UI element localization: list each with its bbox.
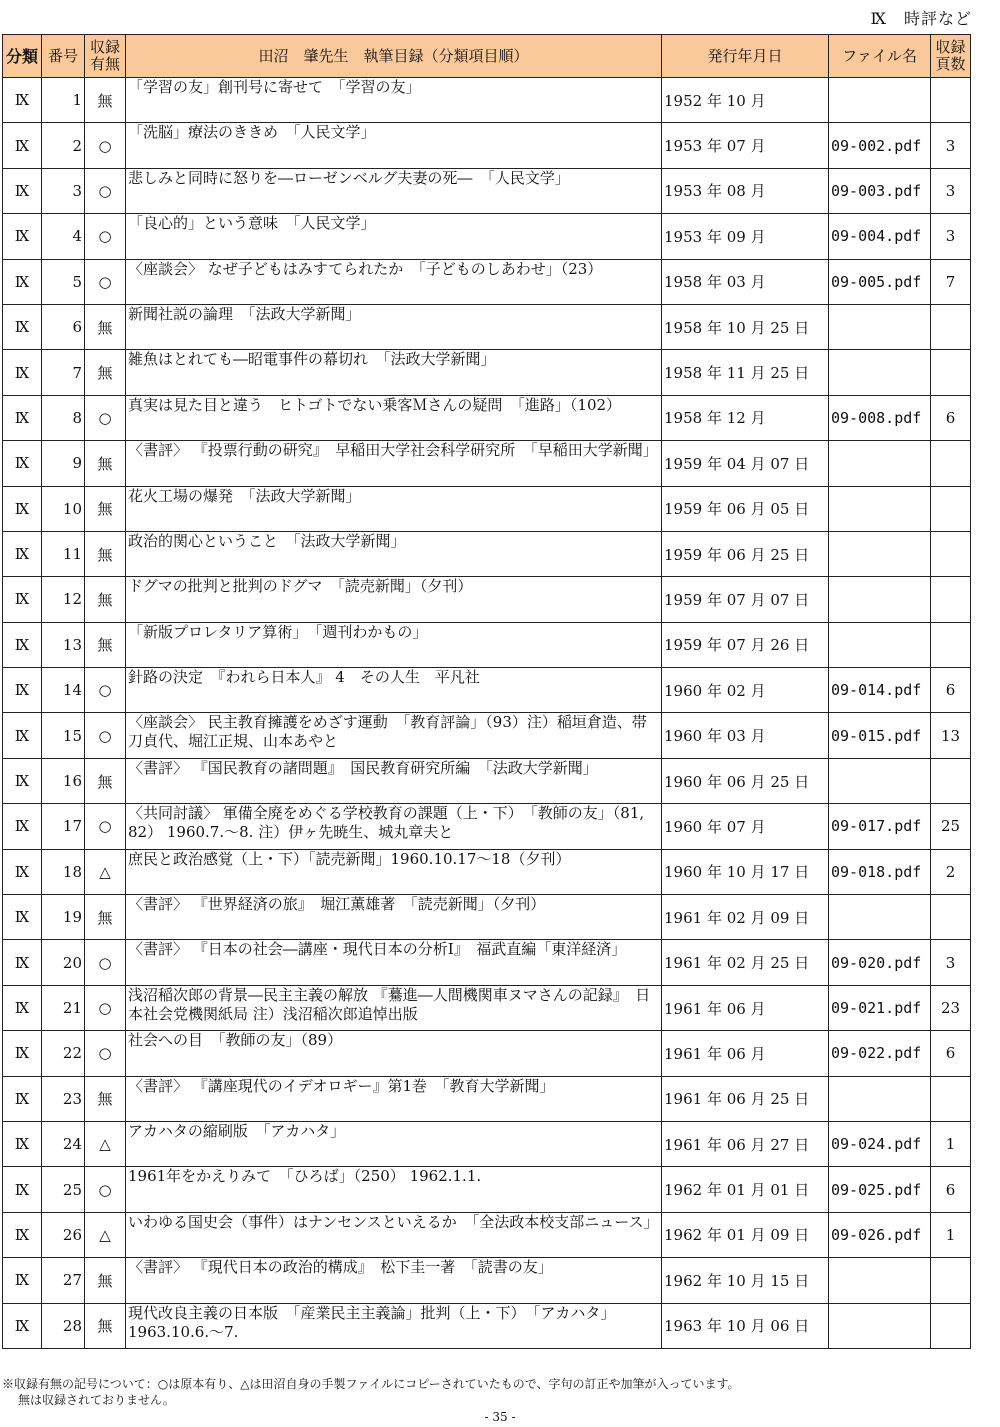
header-pages <box>931 35 971 78</box>
category-cell: Ⅸ <box>3 1258 42 1303</box>
header-pages-line2: 頁数 <box>935 55 966 73</box>
file-name-cell: 09-002.pdf <box>829 123 931 168</box>
pages-cell <box>931 350 971 395</box>
number-cell: 16 <box>42 758 85 803</box>
file-name-cell: 09-015.pdf <box>829 713 931 758</box>
table-row <box>3 895 971 940</box>
date-cell: 1962 年 10 月 15 日 <box>662 1258 829 1303</box>
date-cell: 1960 年 10 月 17 日 <box>662 849 829 894</box>
pages-cell <box>931 486 971 531</box>
number-cell: 17 <box>42 804 85 849</box>
date-cell: 1961 年 02 月 09 日 <box>662 895 829 940</box>
title-cell: 〈座談会〉 なぜ子どもはみすてられたか 「子どものしあわせ」（23） <box>126 259 662 304</box>
table-row <box>3 531 971 576</box>
file-name-cell: 09-025.pdf <box>829 1167 931 1212</box>
file-name-cell: 09-017.pdf <box>829 804 931 849</box>
file-name-cell <box>829 486 931 531</box>
pages-cell: 25 <box>931 804 971 849</box>
file-name-cell <box>829 622 931 667</box>
pages-cell: 3 <box>931 214 971 259</box>
date-cell: 1958 年 11 月 25 日 <box>662 350 829 395</box>
category-cell: Ⅸ <box>3 350 42 395</box>
date-cell: 1962 年 01 月 09 日 <box>662 1212 829 1257</box>
pages-cell <box>931 895 971 940</box>
pages-cell <box>931 531 971 576</box>
pages-cell: 6 <box>931 395 971 440</box>
recorded-mark-cell: △ <box>85 1212 126 1257</box>
pages-cell: 7 <box>931 259 971 304</box>
date-cell: 1959 年 04 月 07 日 <box>662 441 829 486</box>
pages-cell <box>931 78 971 123</box>
header-pages-line1: 収録 <box>935 38 966 56</box>
table-row <box>3 1031 971 1076</box>
footnote <box>2 1376 962 1408</box>
table-row <box>3 214 971 259</box>
pages-cell: 6 <box>931 668 971 713</box>
recorded-mark-cell: ○ <box>85 985 126 1030</box>
recorded-mark-cell: ○ <box>85 123 126 168</box>
pages-cell: 6 <box>931 1031 971 1076</box>
recorded-mark-cell: 無 <box>85 622 126 667</box>
category-cell: Ⅸ <box>3 486 42 531</box>
table-row <box>3 441 971 486</box>
number-cell: 19 <box>42 895 85 940</box>
header-date: 発行年月日 <box>662 35 829 78</box>
table-row <box>3 350 971 395</box>
title-cell: 新聞社説の論理 「法政大学新聞」 <box>126 304 662 349</box>
number-cell: 5 <box>42 259 85 304</box>
title-cell: 〈書評〉 『講座現代のイデオロギー』第1巻 「教育大学新聞」 <box>126 1076 662 1121</box>
category-cell: Ⅸ <box>3 895 42 940</box>
footnote-line2: 無は収録されておりません。 <box>18 1393 175 1407</box>
number-cell: 25 <box>42 1167 85 1212</box>
date-cell: 1959 年 06 月 05 日 <box>662 486 829 531</box>
recorded-mark-cell: 無 <box>85 441 126 486</box>
header-recorded-line2: 有無 <box>89 55 120 73</box>
file-name-cell <box>829 1258 931 1303</box>
header-recorded <box>85 35 126 78</box>
date-cell: 1963 年 10 月 06 日 <box>662 1303 829 1348</box>
number-cell: 28 <box>42 1303 85 1348</box>
pages-cell <box>931 758 971 803</box>
title-cell: 社会への目 「教師の友」（89） <box>126 1031 662 1076</box>
pages-cell: 3 <box>931 168 971 213</box>
file-name-cell <box>829 577 931 622</box>
category-cell: Ⅸ <box>3 1167 42 1212</box>
date-cell: 1958 年 12 月 <box>662 395 829 440</box>
table-header-row <box>3 35 971 78</box>
file-name-cell: 09-020.pdf <box>829 940 931 985</box>
pages-cell: 1 <box>931 1121 971 1166</box>
table-row <box>3 1258 971 1303</box>
file-name-cell: 09-008.pdf <box>829 395 931 440</box>
file-name-cell: 09-003.pdf <box>829 168 931 213</box>
file-name-cell: 09-021.pdf <box>829 985 931 1030</box>
title-cell: 庶民と政治感覚（上・下）「読売新聞」1960.10.17～18（夕刊） <box>126 849 662 894</box>
table-row <box>3 78 971 123</box>
header-title: 田沼 肇先生 執筆目録（分類項目順） <box>126 35 662 78</box>
table-row <box>3 304 971 349</box>
title-cell: 「洗脳」療法のききめ 「人民文学」 <box>126 123 662 168</box>
number-cell: 10 <box>42 486 85 531</box>
date-cell: 1962 年 01 月 01 日 <box>662 1167 829 1212</box>
category-cell: Ⅸ <box>3 531 42 576</box>
date-cell: 1952 年 10 月 <box>662 78 829 123</box>
footnote-line1: ※収録有無の記号について：○は原本有り、△は田沼自身の手製ファイルにコピーされていたもので、字句の訂正や加筆が入っています。 <box>2 1377 740 1391</box>
recorded-mark-cell: ○ <box>85 940 126 985</box>
title-cell: 真実は見た目と違う ヒトゴトでない乗客Ｍさんの疑問 「進路」（102） <box>126 395 662 440</box>
pages-cell <box>931 577 971 622</box>
pages-cell: 3 <box>931 940 971 985</box>
number-cell: 13 <box>42 622 85 667</box>
title-cell: 〈書評〉 『日本の社会―講座・現代日本の分析Ⅰ』 福武直編「東洋経済」 <box>126 940 662 985</box>
category-cell: Ⅸ <box>3 804 42 849</box>
category-cell: Ⅸ <box>3 395 42 440</box>
date-cell: 1960 年 07 月 <box>662 804 829 849</box>
recorded-mark-cell: △ <box>85 849 126 894</box>
table-row <box>3 168 971 213</box>
number-cell: 15 <box>42 713 85 758</box>
number-cell: 12 <box>42 577 85 622</box>
file-name-cell <box>829 531 931 576</box>
pages-cell <box>931 441 971 486</box>
page-number: - 35 - <box>484 1410 516 1424</box>
recorded-mark-cell: 無 <box>85 1076 126 1121</box>
number-cell: 1 <box>42 78 85 123</box>
title-cell: ドグマの批判と批判のドグマ 「読売新聞」（夕刊） <box>126 577 662 622</box>
category-cell: Ⅸ <box>3 577 42 622</box>
title-cell: 「学習の友」創刊号に寄せて 「学習の友」 <box>126 78 662 123</box>
category-cell: Ⅸ <box>3 940 42 985</box>
pages-cell <box>931 1076 971 1121</box>
category-cell: Ⅸ <box>3 985 42 1030</box>
file-name-cell: 09-018.pdf <box>829 849 931 894</box>
date-cell: 1958 年 10 月 25 日 <box>662 304 829 349</box>
recorded-mark-cell: 無 <box>85 78 126 123</box>
table-row <box>3 940 971 985</box>
table-row <box>3 577 971 622</box>
file-name-cell <box>829 758 931 803</box>
number-cell: 2 <box>42 123 85 168</box>
file-name-cell <box>829 304 931 349</box>
file-name-cell: 09-024.pdf <box>829 1121 931 1166</box>
title-cell: 〈書評〉 『投票行動の研究』 早稲田大学社会科学研究所 「早稲田大学新聞」 <box>126 441 662 486</box>
category-cell: Ⅸ <box>3 441 42 486</box>
pages-cell: 3 <box>931 123 971 168</box>
category-cell: Ⅸ <box>3 1076 42 1121</box>
recorded-mark-cell: ○ <box>85 713 126 758</box>
table-row <box>3 1076 971 1121</box>
file-name-cell <box>829 441 931 486</box>
category-cell: Ⅸ <box>3 668 42 713</box>
file-name-cell <box>829 350 931 395</box>
title-cell: 浅沼稲次郎の背景―民主主義の解放 『驀進―人間機関車ヌマさんの記録』 日本社会党機関紙局 注）浅沼稲次郎追悼出版 <box>126 985 662 1030</box>
number-cell: 7 <box>42 350 85 395</box>
file-name-cell <box>829 895 931 940</box>
recorded-mark-cell: 無 <box>85 895 126 940</box>
date-cell: 1959 年 07 月 26 日 <box>662 622 829 667</box>
file-name-cell: 09-022.pdf <box>829 1031 931 1076</box>
date-cell: 1961 年 06 月 <box>662 1031 829 1076</box>
table-row <box>3 622 971 667</box>
section-label: Ⅸ 時評など <box>870 9 972 28</box>
file-name-cell <box>829 78 931 123</box>
title-cell: 雑魚はとれても―昭電事件の幕切れ 「法政大学新聞」 <box>126 350 662 395</box>
date-cell: 1959 年 07 月 07 日 <box>662 577 829 622</box>
date-cell: 1961 年 06 月 27 日 <box>662 1121 829 1166</box>
title-cell: 政治的関心ということ 「法政大学新聞」 <box>126 531 662 576</box>
date-cell: 1960 年 02 月 <box>662 668 829 713</box>
table-row <box>3 1303 971 1348</box>
number-cell: 3 <box>42 168 85 213</box>
number-cell: 11 <box>42 531 85 576</box>
date-cell: 1953 年 09 月 <box>662 214 829 259</box>
pages-cell: 13 <box>931 713 971 758</box>
title-cell: 〈書評〉 『世界経済の旅』 堀江薫雄著 「読売新聞」（夕刊） <box>126 895 662 940</box>
recorded-mark-cell: ○ <box>85 1167 126 1212</box>
category-cell: Ⅸ <box>3 758 42 803</box>
table-row <box>3 849 971 894</box>
number-cell: 6 <box>42 304 85 349</box>
category-cell: Ⅸ <box>3 123 42 168</box>
recorded-mark-cell: 無 <box>85 1258 126 1303</box>
date-cell: 1959 年 06 月 25 日 <box>662 531 829 576</box>
number-cell: 14 <box>42 668 85 713</box>
recorded-mark-cell: ○ <box>85 804 126 849</box>
date-cell: 1953 年 07 月 <box>662 123 829 168</box>
table-row <box>3 985 971 1030</box>
pages-cell: 6 <box>931 1167 971 1212</box>
category-cell: Ⅸ <box>3 259 42 304</box>
title-cell: 針路の決定 『われら日本人』 4 その人生 平凡社 <box>126 668 662 713</box>
pages-cell: 23 <box>931 985 971 1030</box>
file-name-cell <box>829 1076 931 1121</box>
category-cell: Ⅸ <box>3 1121 42 1166</box>
number-cell: 26 <box>42 1212 85 1257</box>
number-cell: 23 <box>42 1076 85 1121</box>
catalog-table <box>2 34 971 1349</box>
pages-cell <box>931 1258 971 1303</box>
number-cell: 20 <box>42 940 85 985</box>
file-name-cell <box>829 1303 931 1348</box>
title-cell: 「新版プロレタリア算術」 「週刊わかもの」 <box>126 622 662 667</box>
file-name-cell: 09-026.pdf <box>829 1212 931 1257</box>
table-row <box>3 259 971 304</box>
recorded-mark-cell: 無 <box>85 577 126 622</box>
title-cell: 〈共同討議〉 軍備全廃をめぐる学校教育の課題（上・下） 「教師の友」（81, 82） 1960.7.～8. 注）伊ヶ先暁生、城丸章夫と <box>126 804 662 849</box>
title-cell: 悲しみと同時に怒りを―ローゼンベルグ夫妻の死― 「人民文学」 <box>126 168 662 213</box>
number-cell: 24 <box>42 1121 85 1166</box>
title-cell: 〈書評〉 『現代日本の政治的構成』 松下圭一著 「読書の友」 <box>126 1258 662 1303</box>
recorded-mark-cell: 無 <box>85 758 126 803</box>
table-row <box>3 804 971 849</box>
title-cell: 現代改良主義の日本版 「産業民主主義論」批判（上・下） 「アカハタ」 1963.10.6.～7. <box>126 1303 662 1348</box>
table-row <box>3 123 971 168</box>
title-cell: 花火工場の爆発 「法政大学新聞」 <box>126 486 662 531</box>
category-cell: Ⅸ <box>3 713 42 758</box>
date-cell: 1961 年 06 月 25 日 <box>662 1076 829 1121</box>
title-cell: アカハタの縮刷版 「アカハタ」 <box>126 1121 662 1166</box>
category-cell: Ⅸ <box>3 304 42 349</box>
file-name-cell: 09-004.pdf <box>829 214 931 259</box>
number-cell: 4 <box>42 214 85 259</box>
number-cell: 9 <box>42 441 85 486</box>
category-cell: Ⅸ <box>3 168 42 213</box>
recorded-mark-cell: 無 <box>85 350 126 395</box>
category-cell: Ⅸ <box>3 78 42 123</box>
title-cell: 「良心的」という意味 「人民文学」 <box>126 214 662 259</box>
category-cell: Ⅸ <box>3 1031 42 1076</box>
title-cell: 1961年をかえりみて 「ひろば」（250） 1962.1.1. <box>126 1167 662 1212</box>
pages-cell: 2 <box>931 849 971 894</box>
header-category: 分類 <box>3 35 42 78</box>
date-cell: 1960 年 03 月 <box>662 713 829 758</box>
pages-cell <box>931 1303 971 1348</box>
recorded-mark-cell: ○ <box>85 1031 126 1076</box>
date-cell: 1961 年 02 月 25 日 <box>662 940 829 985</box>
pages-cell <box>931 622 971 667</box>
header-file: ファイル名 <box>829 35 931 78</box>
recorded-mark-cell: ○ <box>85 214 126 259</box>
number-cell: 27 <box>42 1258 85 1303</box>
pages-cell <box>931 304 971 349</box>
number-cell: 8 <box>42 395 85 440</box>
table-row <box>3 1212 971 1257</box>
file-name-cell: 09-014.pdf <box>829 668 931 713</box>
category-cell: Ⅸ <box>3 1303 42 1348</box>
category-cell: Ⅸ <box>3 214 42 259</box>
date-cell: 1961 年 06 月 <box>662 985 829 1030</box>
title-cell: いわゆる国史会（事件）はナンセンスといえるか 「全法政本校支部ニュース」 <box>126 1212 662 1257</box>
table-row <box>3 668 971 713</box>
table-row <box>3 395 971 440</box>
date-cell: 1958 年 03 月 <box>662 259 829 304</box>
recorded-mark-cell: 無 <box>85 486 126 531</box>
table-row <box>3 713 971 758</box>
recorded-mark-cell: 無 <box>85 531 126 576</box>
pages-cell: 1 <box>931 1212 971 1257</box>
date-cell: 1960 年 06 月 25 日 <box>662 758 829 803</box>
recorded-mark-cell: ○ <box>85 395 126 440</box>
recorded-mark-cell: ○ <box>85 668 126 713</box>
header-recorded-line1: 収録 <box>89 38 120 56</box>
table-row <box>3 758 971 803</box>
table-row <box>3 1121 971 1166</box>
recorded-mark-cell: ○ <box>85 259 126 304</box>
number-cell: 22 <box>42 1031 85 1076</box>
recorded-mark-cell: 無 <box>85 1303 126 1348</box>
table-row <box>3 486 971 531</box>
table-row <box>3 1167 971 1212</box>
category-cell: Ⅸ <box>3 622 42 667</box>
header-number: 番号 <box>42 35 85 78</box>
category-cell: Ⅸ <box>3 849 42 894</box>
recorded-mark-cell: △ <box>85 1121 126 1166</box>
title-cell: 〈書評〉 『国民教育の諸問題』 国民教育研究所編 「法政大学新聞」 <box>126 758 662 803</box>
date-cell: 1953 年 08 月 <box>662 168 829 213</box>
category-cell: Ⅸ <box>3 1212 42 1257</box>
file-name-cell: 09-005.pdf <box>829 259 931 304</box>
number-cell: 18 <box>42 849 85 894</box>
number-cell: 21 <box>42 985 85 1030</box>
title-cell: 〈座談会〉 民主教育擁護をめざす運動 「教育評論」（93）注）稲垣倉造、帯刀貞代、堀江正規、山本あやと <box>126 713 662 758</box>
recorded-mark-cell: 無 <box>85 304 126 349</box>
recorded-mark-cell: ○ <box>85 168 126 213</box>
